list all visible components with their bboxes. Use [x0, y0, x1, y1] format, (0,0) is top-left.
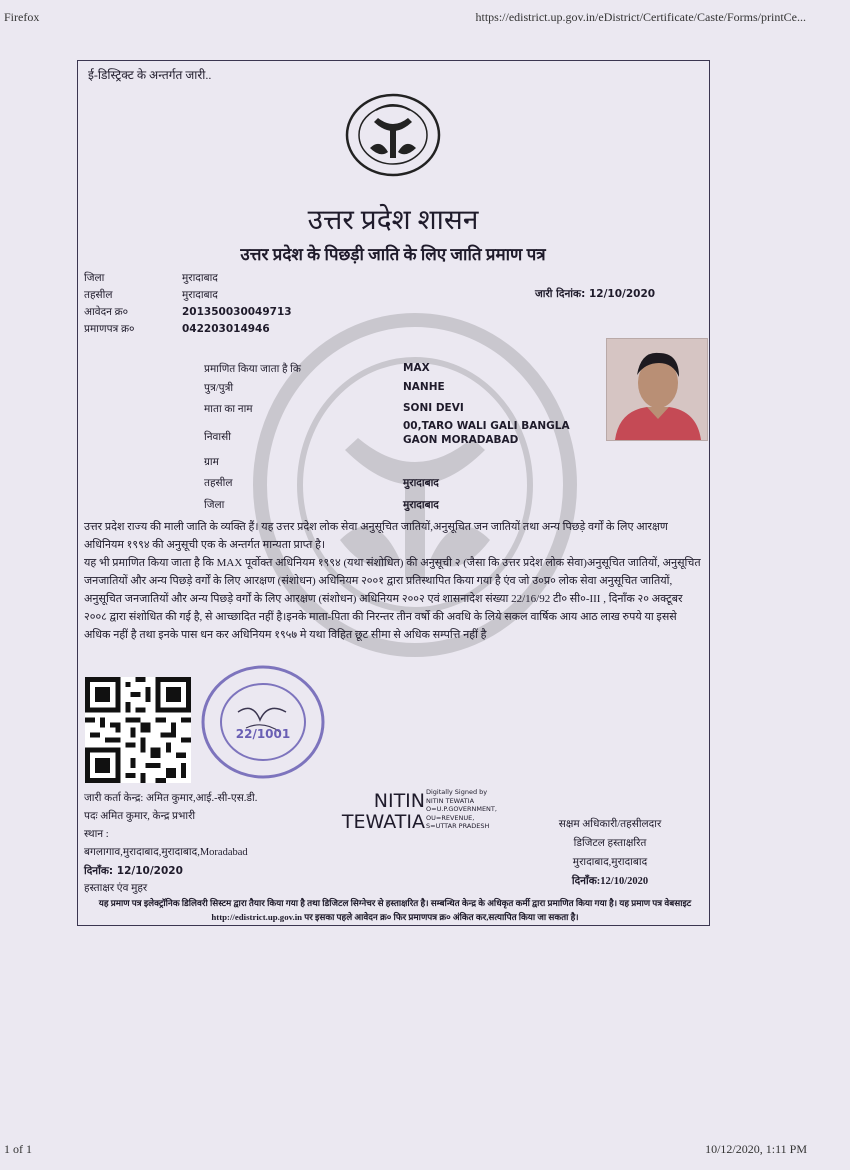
browser-app-name: Firefox — [4, 10, 40, 24]
tehsil-value: मुरादाबाद — [182, 290, 218, 301]
authority-date: दिनाँक:12/10/2020 — [571, 876, 649, 887]
authority-signed: डिजिटल हस्ताक्षरित — [573, 838, 647, 849]
signature-detail-line: S=UTTAR PRADESH — [426, 822, 490, 830]
issuer-date: दिनाँक: 12/10/2020 — [84, 865, 183, 877]
mother-name: SONI DEVI — [403, 402, 464, 414]
authority-block — [520, 815, 700, 891]
meta-labels — [84, 270, 134, 338]
applicant-name: MAX — [403, 362, 430, 374]
issuer-block — [84, 790, 354, 898]
tehsil-detail-value: मुरादाबाद — [403, 477, 439, 489]
certificate-number: 042203014946 — [182, 323, 270, 335]
print-timestamp: 10/12/2020, 1:11 PM — [705, 1142, 807, 1156]
detail-label: माता का नाम — [204, 404, 253, 415]
meta-label: प्रमाणपत्र क्र० — [84, 324, 135, 335]
signature-detail-line: Digitally Signed by — [426, 788, 488, 796]
parent-name: NANHE — [403, 381, 445, 393]
page-url: https://edistrict.up.gov.in/eDistrict/Certificate/Caste/Forms/printCe... — [475, 10, 806, 24]
signer-last-name: TEWATIA — [341, 811, 425, 833]
digital-signature-details — [426, 788, 497, 831]
issue-date — [535, 287, 655, 301]
applicant-photo — [606, 338, 708, 441]
signer-first-name: NITIN — [373, 790, 425, 812]
issuer-post: पदः अमित कुमार, केन्द्र प्रभारी — [84, 811, 196, 822]
detail-label: निवासी — [204, 432, 231, 443]
issue-date-label: जारी दिनांक: — [535, 288, 586, 300]
place-label: स्थान : — [84, 829, 109, 840]
district-detail-value: मुरादाबाद — [403, 499, 439, 511]
stamp-number: 22/1001 — [235, 727, 291, 741]
qr-code — [85, 677, 191, 783]
detail-label: ग्राम — [204, 457, 219, 468]
verification-note: यह प्रमाण पत्र इलेक्ट्रॉनिक डिलिवरी सिस्टम द्वारा तैयार किया गया है तथा डिजिटल सिग्नेचर से हस्ताक्षरित है। सम्बन्धित केन्द्र के अधिकृत कर्मी द्वारा प्रमाणित किया गया है। यह प्रमाण पत्र वेबसाइट http://edistrict.up.gov.in पर इसका पहले आवेदन क्र० फिर प्रमाणपत्र क्र० अंकित कर,सत्यापित किया जा सकता है। — [98, 898, 692, 922]
authority-title: सक्षम अधिकारी/तहसीलदार — [558, 819, 662, 830]
detail-label: तहसील — [204, 478, 233, 489]
issuing-centre: जारी कर्ता केन्द्र: अमित कुमार,आई.-सी-एस.डी. — [84, 793, 258, 804]
application-number: 201350030049713 — [182, 306, 292, 318]
govt-title: उत्तर प्रदेश शासन — [307, 205, 479, 236]
meta-values — [182, 270, 292, 338]
issue-date-value: 12/10/2020 — [588, 288, 656, 300]
detail-label: जिला — [204, 500, 225, 511]
residence-address: 00,TARO WALI GALI BANGLA GAON MORADABAD — [403, 420, 570, 446]
detail-label: पुत्र/पुत्री — [204, 383, 234, 394]
signature-seal-label: हस्ताक्षर एंव मुहर — [84, 883, 148, 894]
up-emblem-logo — [340, 92, 446, 178]
digital-signer-name — [330, 791, 425, 833]
caste-statement: उत्तर प्रदेश राज्य की माली जाति के व्यक्ति हैं। यह उत्तर प्रदेश लोक सेवा अनुसूचित जातियों,अनुसूचित जन जातियों तथा अन्य पिछड़े वर्गों के लिए आरक्षण अधिनियम १९९४ की अनुसूची एक के अन्तर्गत मान्यता प्राप्त है। — [84, 521, 668, 551]
authority-place: मुरादाबाद,मुरादाबाद — [572, 857, 648, 868]
detail-label: प्रमाणित किया जाता है कि — [204, 364, 301, 375]
district-value: मुरादाबाद — [182, 273, 218, 284]
signature-detail-line: O=U.P.GOVERNMENT, — [426, 805, 497, 813]
signature-detail-line: OU=REVENUE, — [426, 813, 475, 822]
issued-under-note: ई-डिस्ट्रिक्ट के अन्तर्गत जारी.. — [88, 68, 212, 82]
eligibility-statement: यह भी प्रमाणित किया जाता है कि MAX पूर्वोक्त अधिनियम १९९४ (यथा संशोधित) की अनुसूची २ (जैसा कि उत्तर प्रदेश लोक सेवा)अनुसूचित जातियों, अनुसूचित जनजातियों और अन्य पिछड़े वर्गों के लिए आरक्षण (संशोधन) अधिनियम २००१ द्वारा प्रतिस्थापित किया गया है एंव जो उ०प्र० लोक सेवा अनुसूचित जातियों, अनुसूचित जनजातियों और अन्य पिछड़े वर्गों के लिए आरक्षण (संशोधन) अधिनियम २००२ एवं शासनादेश संख्या 22/16/92 टी० सी०-III , दिनाँक २० अक्टूबर २००८ द्वारा संशोधित की गई है, से आच्छादित नहीं है।इनके माता-पिता की निरन्तर तीन वर्षो की अवधि के लिये सकल वार्षिक आय आठ लाख रुपये या इससे अधिक नहीं है तथा इनके पास धन कर अधिनियम १९५७ मे यथा विहित छूट सीमा से अधिक सम्पत्ति नहीं है — [84, 557, 701, 641]
meta-label: आवेदन क्र० — [84, 307, 129, 318]
signature-detail-line: NITIN TEWATIA — [426, 796, 475, 805]
meta-label: तहसील — [84, 290, 113, 301]
issuer-place: बगलागाव,मुरादाबाद,मुरादाबाद,Moradabad — [84, 847, 248, 858]
page-count: 1 of 1 — [4, 1142, 32, 1156]
official-stamp-seal — [198, 662, 328, 782]
meta-label: जिला — [84, 273, 105, 284]
certificate-title: उत्तर प्रदेश के पिछड़ी जाति के लिए जाति प्रमाण पत्र — [240, 245, 546, 264]
